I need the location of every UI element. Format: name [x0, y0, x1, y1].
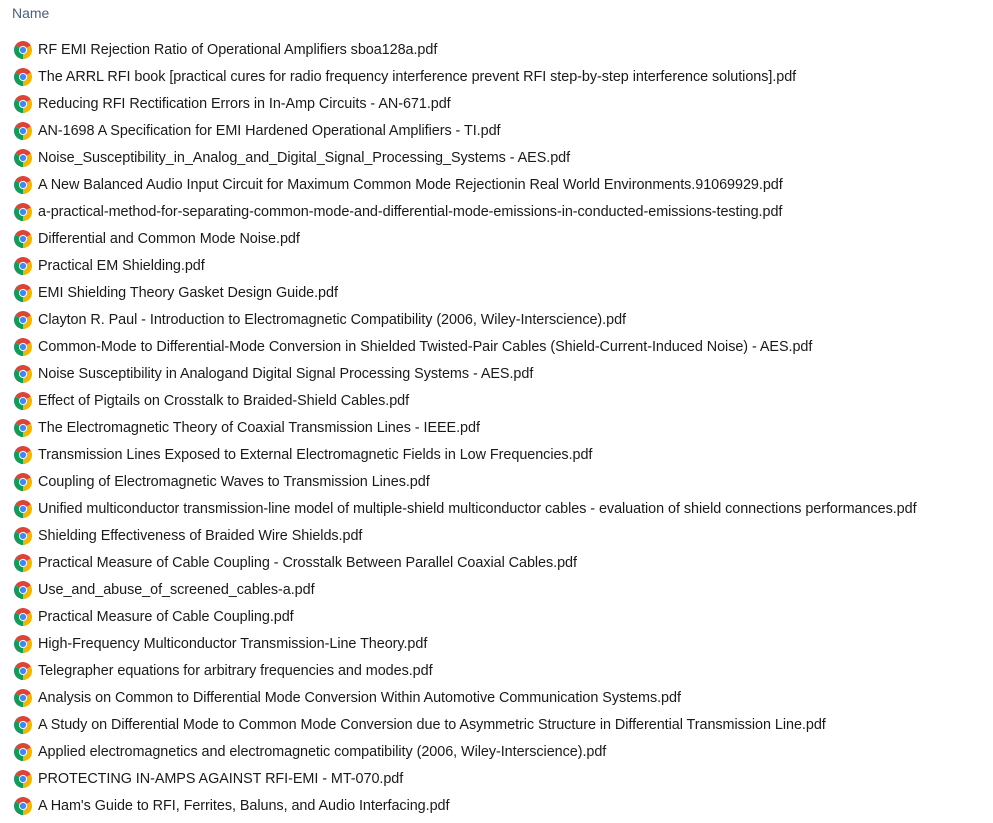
chrome-pdf-icon: [14, 743, 32, 761]
file-row[interactable]: [0, 279, 993, 306]
chrome-pdf-icon: [14, 716, 32, 734]
chrome-pdf-icon: [14, 689, 32, 707]
chrome-pdf-icon: [14, 554, 32, 572]
file-name: Effect of Pigtails on Crosstalk to Braided-Shield Cables.pdf: [38, 392, 410, 409]
file-row[interactable]: [0, 441, 993, 468]
file-name: The ARRL RFI book [practical cures for radio frequency interference prevent RFI step-by-step interference solutions].pdf: [38, 68, 797, 85]
file-name: Noise Susceptibility in Analogand Digital Signal Processing Systems - AES.pdf: [38, 365, 534, 382]
file-name: Analysis on Common to Differential Mode Conversion Within Automotive Communication Systems.pdf: [38, 689, 681, 706]
file-name: Reducing RFI Rectification Errors in In-Amp Circuits - AN-671.pdf: [38, 95, 451, 112]
chrome-pdf-icon: [14, 635, 32, 653]
chrome-pdf-icon: [14, 284, 32, 302]
file-row[interactable]: [0, 603, 993, 630]
chrome-pdf-icon: [14, 581, 32, 599]
file-row[interactable]: [0, 333, 993, 360]
file-name: a-practical-method-for-separating-common-mode-and-differential-mode-emissions-in-conducted-emissions-testing.pdf: [38, 203, 783, 220]
file-row[interactable]: [0, 387, 993, 414]
chrome-pdf-icon: [14, 527, 32, 545]
file-row[interactable]: [0, 171, 993, 198]
file-name: Telegrapher equations for arbitrary frequencies and modes.pdf: [38, 662, 433, 679]
chrome-pdf-icon: [14, 95, 32, 113]
file-name: Practical Measure of Cable Coupling.pdf: [38, 608, 294, 625]
file-row[interactable]: [0, 765, 993, 792]
file-row[interactable]: [0, 414, 993, 441]
file-row[interactable]: [0, 522, 993, 549]
file-row[interactable]: [0, 738, 993, 765]
file-row[interactable]: [0, 36, 993, 63]
chrome-pdf-icon: [14, 257, 32, 275]
chrome-pdf-icon: [14, 608, 32, 626]
file-name: Applied electromagnetics and electromagnetic compatibility (2006, Wiley-Interscience).pdf: [38, 743, 607, 760]
file-row[interactable]: [0, 198, 993, 225]
chrome-pdf-icon: [14, 68, 32, 86]
file-row[interactable]: [0, 495, 993, 522]
file-name: Clayton R. Paul - Introduction to Electromagnetic Compatibility (2006, Wiley-Interscience).pdf: [38, 311, 626, 328]
chrome-pdf-icon: [14, 203, 32, 221]
file-row[interactable]: [0, 306, 993, 333]
chrome-pdf-icon: [14, 392, 32, 410]
file-row[interactable]: [0, 468, 993, 495]
chrome-pdf-icon: [14, 500, 32, 518]
file-row[interactable]: [0, 144, 993, 171]
file-rows: [0, 36, 993, 819]
chrome-pdf-icon: [14, 176, 32, 194]
file-row[interactable]: [0, 252, 993, 279]
file-name: Differential and Common Mode Noise.pdf: [38, 230, 300, 247]
chrome-pdf-icon: [14, 662, 32, 680]
file-name: AN-1698 A Specification for EMI Hardened Operational Amplifiers - TI.pdf: [38, 122, 501, 139]
file-name: Transmission Lines Exposed to External Electromagnetic Fields in Low Frequencies.pdf: [38, 446, 593, 463]
chrome-pdf-icon: [14, 122, 32, 140]
chrome-pdf-icon: [14, 770, 32, 788]
file-row[interactable]: [0, 360, 993, 387]
file-row[interactable]: [0, 576, 993, 603]
file-name: The Electromagnetic Theory of Coaxial Transmission Lines - IEEE.pdf: [38, 419, 480, 436]
file-row[interactable]: [0, 63, 993, 90]
chrome-pdf-icon: [14, 311, 32, 329]
file-name: A Study on Differential Mode to Common Mode Conversion due to Asymmetric Structure in Differential Transmission Line.pdf: [38, 716, 826, 733]
chrome-pdf-icon: [14, 446, 32, 464]
file-row[interactable]: [0, 684, 993, 711]
file-name: PROTECTING IN-AMPS AGAINST RFI-EMI - MT-070.pdf: [38, 770, 404, 787]
file-name: Noise_Susceptibility_in_Analog_and_Digital_Signal_Processing_Systems - AES.pdf: [38, 149, 571, 166]
chrome-pdf-icon: [14, 365, 32, 383]
chrome-pdf-icon: [14, 230, 32, 248]
file-name: A Ham's Guide to RFI, Ferrites, Baluns, and Audio Interfacing.pdf: [38, 797, 450, 814]
chrome-pdf-icon: [14, 149, 32, 167]
chrome-pdf-icon: [14, 797, 32, 815]
file-name: Practical Measure of Cable Coupling - Crosstalk Between Parallel Coaxial Cables.pdf: [38, 554, 577, 571]
file-name: A New Balanced Audio Input Circuit for Maximum Common Mode Rejectionin Real World Environments.91069929.pdf: [38, 176, 783, 193]
file-row[interactable]: [0, 90, 993, 117]
chrome-pdf-icon: [14, 473, 32, 491]
file-row[interactable]: [0, 711, 993, 738]
chrome-pdf-icon: [14, 338, 32, 356]
file-name: EMI Shielding Theory Gasket Design Guide.pdf: [38, 284, 338, 301]
file-row[interactable]: [0, 792, 993, 819]
file-name: Unified multiconductor transmission-line model of multiple-shield multiconductor cables - evaluation of shield connections performances.pdf: [38, 500, 917, 517]
file-name: Common-Mode to Differential-Mode Conversion in Shielded Twisted-Pair Cables (Shield-Current-Induced Noise) - AES.pdf: [38, 338, 813, 355]
file-row[interactable]: [0, 657, 993, 684]
file-name: High-Frequency Multiconductor Transmission-Line Theory.pdf: [38, 635, 428, 652]
file-name: Practical EM Shielding.pdf: [38, 257, 205, 274]
file-row[interactable]: [0, 117, 993, 144]
file-name: RF EMI Rejection Ratio of Operational Amplifiers sboa128a.pdf: [38, 41, 438, 58]
file-row[interactable]: [0, 549, 993, 576]
chrome-pdf-icon: [14, 419, 32, 437]
file-name: Use_and_abuse_of_screened_cables-a.pdf: [38, 581, 315, 598]
file-name: Shielding Effectiveness of Braided Wire Shields.pdf: [38, 527, 363, 544]
name-column-header[interactable]: Name: [12, 5, 50, 21]
file-row[interactable]: [0, 630, 993, 657]
chrome-pdf-icon: [14, 41, 32, 59]
file-row[interactable]: [0, 225, 993, 252]
file-name: Coupling of Electromagnetic Waves to Transmission Lines.pdf: [38, 473, 430, 490]
